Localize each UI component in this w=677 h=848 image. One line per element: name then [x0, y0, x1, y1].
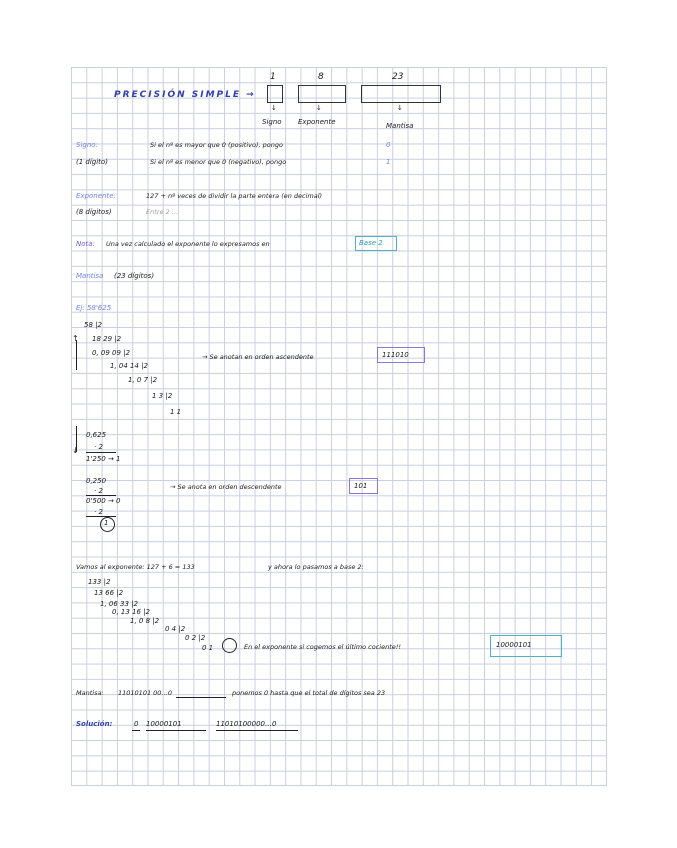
- mantisa-line-label: Mantisa:: [76, 689, 104, 697]
- exponent-field-box: [298, 85, 346, 103]
- rule: [176, 697, 226, 698]
- frac3-mul: · 2: [94, 508, 103, 516]
- mantisa-label: Mantisa: [76, 272, 104, 280]
- div-row: 1 3 |2: [152, 392, 173, 400]
- signo-label: Signo:: [76, 141, 98, 149]
- signo-line2: Si el nº es menor que 0 (negativo), pongo: [150, 158, 287, 166]
- frac3-res: 1: [104, 519, 109, 527]
- arrow-down-icon: ↓: [316, 104, 322, 112]
- div-note: → Se anotan en orden ascendente: [202, 353, 314, 361]
- exp-div-row: 0 4 |2: [165, 625, 186, 633]
- frac1-top: 0,625: [86, 431, 107, 439]
- frac-result: 101: [354, 482, 368, 490]
- exponente-label: Exponente:: [76, 192, 116, 200]
- solucion-mant: 11010100000…0: [216, 720, 277, 728]
- nota-box-text: Base 2: [359, 239, 383, 247]
- div-row: 1, 0 7 |2: [128, 376, 158, 384]
- arrow-down-icon: ↓: [72, 446, 79, 455]
- up-arrow-line: [76, 340, 77, 370]
- exp-div-row: 0 1: [202, 644, 214, 652]
- rule: [146, 730, 206, 731]
- signo-val1: 0: [386, 141, 391, 149]
- exp-div-row: 0, 13 16 |2: [112, 608, 150, 616]
- frac1-mul: · 2: [94, 443, 103, 451]
- mantisa-sub: (23 dígitos): [114, 272, 155, 280]
- exponente-sub: (8 dígitos): [76, 208, 112, 216]
- signo-sub: (1 dígito): [76, 158, 108, 166]
- circle-mark: [222, 638, 237, 653]
- frac2-top: 0,250: [86, 477, 107, 485]
- exp-div-row: 0 2 |2: [185, 634, 206, 642]
- div-row: 58 |2: [84, 321, 102, 329]
- div-row: 1 1: [170, 408, 182, 416]
- rule: [216, 730, 298, 731]
- signo-line1: Si el nº es mayor que 0 (positivo), pongo: [150, 141, 283, 149]
- label-sign: Signo: [262, 118, 282, 126]
- mantisa-line-value: 11010101 00…0: [118, 689, 173, 697]
- exponente-line1: 127 + nº veces de dividir la parte entera (en decimal): [146, 192, 323, 200]
- mantissa-field-box: [361, 85, 441, 103]
- div-row: 0, 09 09 |2: [92, 349, 130, 357]
- solucion-exp: 10000101: [146, 720, 182, 728]
- exponente-line2: Entre 2 …: [146, 208, 179, 216]
- exp-calc-line2: y ahora lo pasamos a base 2:: [268, 563, 364, 571]
- frac2-res: 0'500 → 0: [86, 497, 121, 505]
- solucion-sign: 0: [134, 720, 139, 728]
- bits-mantissa: 23: [392, 72, 404, 82]
- arrow-up-icon: ↑: [72, 334, 79, 343]
- exp-calc-line: Vamos al exponente: 127 + 6 = 133: [76, 563, 195, 571]
- rule: [132, 730, 140, 731]
- arrow-down-icon: ↓: [397, 104, 403, 112]
- exp-div-row: 133 |2: [88, 578, 111, 586]
- rule: [86, 495, 116, 496]
- div-result: 111010: [382, 351, 409, 359]
- frac2-mul: · 2: [94, 487, 103, 495]
- sign-field-box: [267, 85, 283, 103]
- page-title: PRECISIÓN SIMPLE →: [114, 90, 256, 100]
- nota-label: Nota:: [76, 240, 95, 248]
- signo-val2: 1: [386, 158, 391, 166]
- div-row: 1, 04 14 |2: [110, 362, 148, 370]
- grid-paper: [71, 67, 607, 786]
- div-row: 18 29 |2: [92, 335, 122, 343]
- frac1-res: 1'250 → 1: [86, 455, 121, 463]
- frac-note: → Se anota en orden descendente: [170, 483, 282, 491]
- rule: [86, 516, 116, 517]
- label-exponent: Exponente: [298, 118, 336, 126]
- exp-div-row: 13 66 |2: [94, 589, 124, 597]
- mantisa-line-rest: ponemos 0 hasta que el total de dígitos sea 23: [232, 689, 386, 697]
- arrow-down-icon: ↓: [271, 104, 277, 112]
- label-mantissa: Mantisa: [386, 122, 414, 130]
- example-label: Ej: 58'625: [76, 304, 112, 312]
- exp-div-row: 1, 0 8 |2: [130, 617, 160, 625]
- exp-div-row: 1, 06 33 |2: [100, 600, 138, 608]
- nota-text: Una vez calculado el exponente lo expresamos en: [106, 240, 270, 248]
- bits-exponent: 8: [318, 72, 324, 82]
- bits-sign: 1: [270, 72, 276, 82]
- exp-result: 10000101: [496, 641, 532, 649]
- rule: [86, 452, 116, 453]
- exp-calc-note: En el exponente si cogemos el último cociente!!: [244, 643, 401, 651]
- solucion-label: Solución:: [76, 720, 113, 728]
